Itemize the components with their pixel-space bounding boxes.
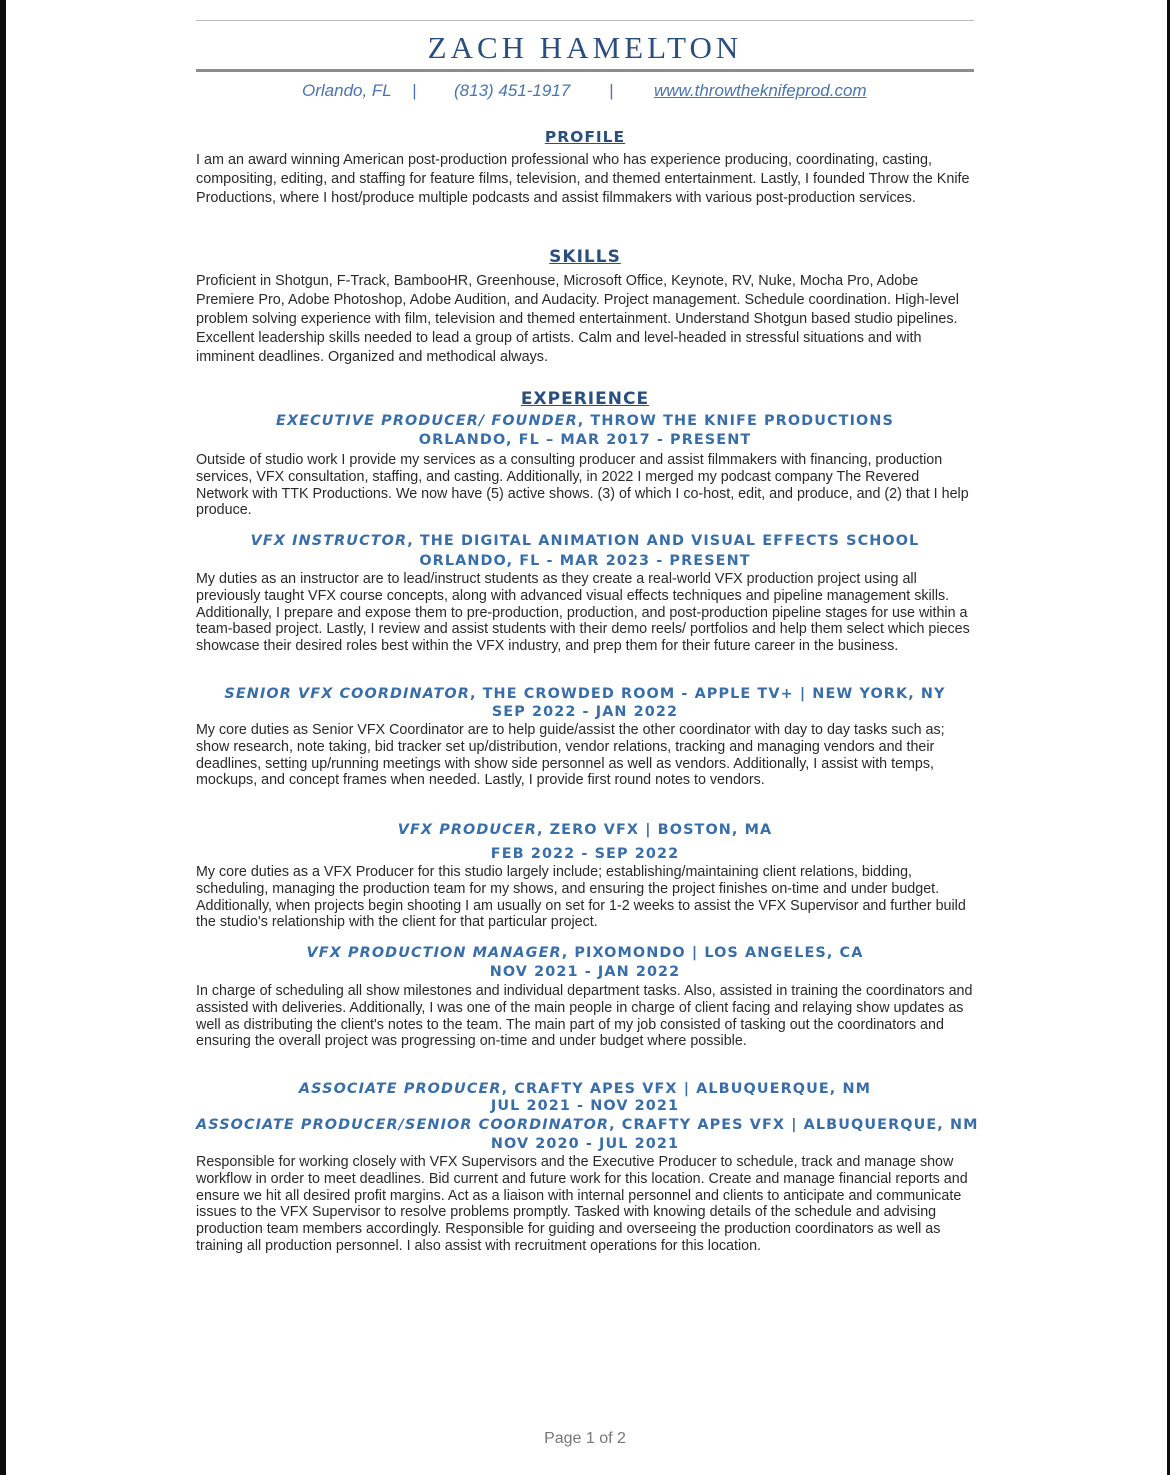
left-border: [0, 0, 6, 1475]
contact-line: [196, 81, 974, 103]
top-divider: [196, 20, 974, 21]
job-date: SEP 2022 - JAN 2022: [491, 704, 679, 720]
job-title: ASSOCIATE PRODUCER/SENIOR COORDINATOR, CRAFTY APES VFX | ALBUQUERQUE, NM: [196, 1117, 979, 1133]
job-title: VFX PRODUCTION MANAGER, PIXOMONDO | LOS ANGELES, CA: [306, 945, 864, 961]
job-date: JUL 2021 - NOV 2021: [490, 1098, 680, 1114]
profile-heading: PROFILE: [544, 128, 626, 146]
job-date: NOV 2021 - JAN 2022: [489, 964, 681, 980]
skills-text: Proficient in Shotgun, F-Track, BambooHR, Greenhouse, Microsoft Office, Keynote, RV, Nuke, Mocha Pro, Adobe Premiere Pro, Adobe Photoshop, Adobe Audition, and Audacity. Project management. Schedule coordination. High-level problem solving experience with film, television and themed entertainment. Understand Shotgun based studio pipelines. Excellent leadership skills needed to lead a group of artists. Calm and level-headed in stressful situations and with imminent deadlines. Organized and methodical always.: [196, 273, 959, 365]
job-description: My duties as an instructor are to lead/instruct students as they create a real-world VFX production project using all previously taught VFX course concepts, along with advanced visual effects techniques and pipeline management skills. Additionally, I prepare and expose them to pre-production, production, and post-production pipeline stages for use within a team-based project. Lastly, I review and assist students with their demo reels/ portfolios and help them select which pieces showcase their desired roles best within the VFX industry, and prep them for their future career in the business.: [196, 571, 970, 655]
job-description: Responsible for working closely with VFX Supervisors and the Executive Producer to schedule, track and manage show workflow in order to meet deadlines. Bid current and future work for this location. Create and manage financial reports and ensure we hit all desired profit margins. Act as a liaison with internal personnel and clients to anticipate and communicate issues to the VFX Supervisor to resolve problems promptly. Tasked with knowing details of the schedule and advising production team members accordingly. Responsible for guiding and overseeing the production coordinators as well as training all production personnel. I also assist with recruitment operations for this location.: [196, 1154, 968, 1254]
job-description: Outside of studio work I provide my services as a consulting producer and assist filmmakers with financing, production services, VFX consultation, staffing, and casting. Additionally, in 2022 I merged my podcast company The Revered Network with TTK Productions. We now have (5) active shows. (3) of which I co-host, edit, and produce, and (2) that I help produce.: [196, 452, 969, 519]
job-title: VFX INSTRUCTOR, THE DIGITAL ANIMATION AND VISUAL EFFECTS SCHOOL: [250, 533, 920, 549]
name-divider: [196, 69, 974, 72]
job-date: ORLANDO, FL - MAR 2023 - PRESENT: [419, 553, 751, 569]
separator: |: [609, 81, 614, 100]
website-link[interactable]: www.throwtheknifeprod.com: [654, 81, 867, 100]
job-description: My core duties as Senior VFX Coordinator are to help guide/assist the other coordinator with day to day tasks such as; show research, note taking, bid tracker set up/distribution, vendor relations, tracking and managing vendors and their deadlines, setting up/running meetings with show side personnel as well as vendors. Additionally, I assist with temps, mockups, and concept frames when needed. Lastly, I provide first round notes to vendors.: [196, 722, 945, 789]
job-date: FEB 2022 - SEP 2022: [490, 846, 680, 862]
separator: |: [412, 81, 417, 100]
location: Orlando, FL: [302, 81, 392, 100]
job-title: ASSOCIATE PRODUCER, CRAFTY APES VFX | ALBUQUERQUE, NM: [298, 1081, 872, 1097]
profile-text: I am an award winning American post-production professional who has experience producing, coordinating, casting, compositing, editing, and staffing for feature films, television, and themed entertainment. Lastly, I founded Throw the Knife Productions, where I host/produce multiple podcasts and assist filmmakers with various post-production services.: [196, 152, 970, 206]
job-date: NOV 2020 - JUL 2021: [490, 1136, 680, 1152]
job-description: My core duties as a VFX Producer for this studio largely include; establishing/maintaining client relations, bidding, scheduling, managing the production team for my shows, and ensuring the project finishes on-time and under budget. Additionally, when projects begin shooting I am usually on set for 1-2 weeks to assist the VFX Supervisor and further build the studio's relationship with the client for that particular project.: [196, 864, 966, 931]
skills-heading: SKILLS: [549, 247, 621, 267]
phone: (813) 451-1917: [454, 81, 571, 100]
resume-name: ZACH HAMELTON: [427, 30, 743, 65]
job-title: EXECUTIVE PRODUCER/ FOUNDER, THROW THE KNIFE PRODUCTIONS: [276, 413, 894, 429]
job-description: In charge of scheduling all show milestones and individual department tasks. Also, assisted in training the coordinators and assisted with deliveries. Additionally, I was one of the main people in charge of client facing and relaying show updates as well as distributing the client's notes to the team. The main part of my job consisted of tasking out the coordinators and ensuring the overall project was progressing on-time and under budget where possible.: [196, 983, 973, 1050]
page-number: Page 1 of 2: [544, 1430, 626, 1447]
job-title: SENIOR VFX COORDINATOR, THE CROWDED ROOM - APPLE TV+ | NEW YORK, NY: [224, 686, 946, 702]
job-date: ORLANDO, FL – MAR 2017 - PRESENT: [418, 432, 752, 448]
experience-heading: EXPERIENCE: [520, 389, 650, 409]
job-title: VFX PRODUCER, ZERO VFX | BOSTON, MA: [397, 822, 773, 838]
